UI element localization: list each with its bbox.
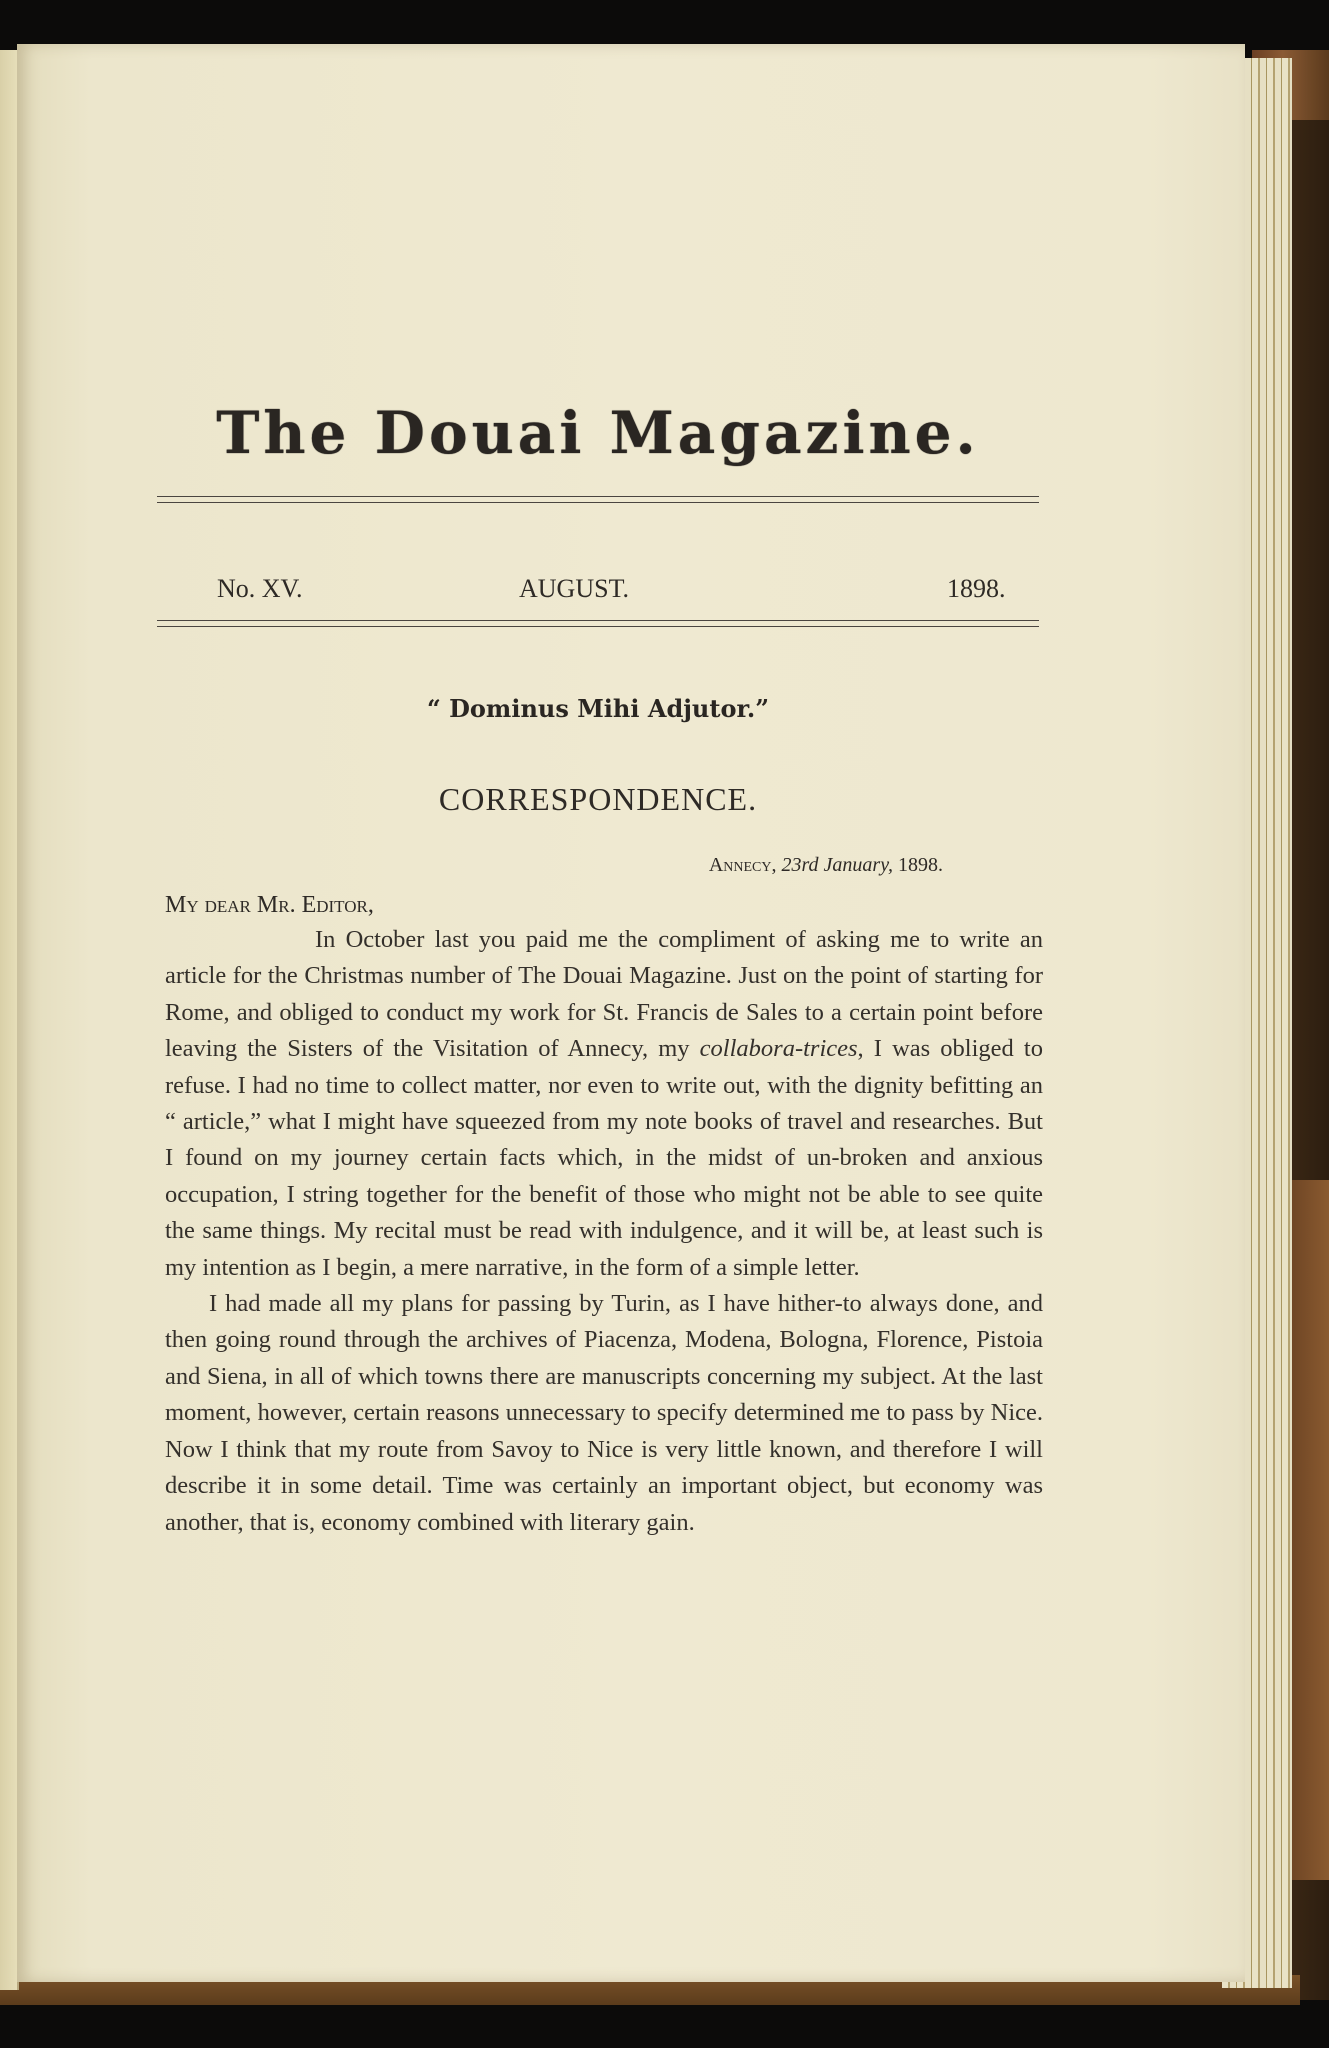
paragraph-1 xyxy=(165,922,1043,1286)
dateline-place: Annecy, xyxy=(708,854,777,876)
paragraph-1-italic: collabora-trices xyxy=(699,1035,858,1063)
section-title: CORRESPONDENCE. xyxy=(438,781,758,817)
paragraph-1-text-b: , I was obliged to refuse. I had no time to collect matter, nor even to write out, with the dignity befitting an “ article,” what I might have squeezed from my note books of travel and researches. But I found on my journey certain facts which, in the midst of un-broken and anxious occupation, I string together for the benefit of those who might not be able to see quite the same things. My recital must be read with indulgence, and it will be, at least such is my intention as I begin, a mere narrative, in the form of a simple letter. xyxy=(165,1035,1043,1281)
issue-month: AUGUST. xyxy=(519,574,630,603)
masthead-rule-bottom xyxy=(157,620,1039,627)
dateline-year: 1898. xyxy=(898,854,943,876)
issue-year: 1898. xyxy=(947,574,1006,603)
magazine-page xyxy=(17,44,1245,1982)
dateline xyxy=(709,854,943,877)
book-spine-band xyxy=(1290,1180,1329,1880)
letter-body xyxy=(165,922,1043,1541)
letter-salutation: My dear Mr. Editor, xyxy=(165,892,374,918)
dateline-date: 23rd January, xyxy=(781,854,893,876)
issue-row xyxy=(157,574,1039,614)
motto: “ Dominus Mihi Adjutor.” xyxy=(426,694,770,723)
masthead-title: The Douai Magazine. xyxy=(216,399,980,467)
masthead-rule-top xyxy=(157,496,1039,503)
issue-number: No. XV. xyxy=(217,574,303,603)
paragraph-2: I had made all my plans for passing by Turin, as I have hither-to always done, and then going round through the archives of Piacenza, Modena, Bologna, Florence, Pistoia and Siena, in all of which towns there are manuscripts concerning my subject. At the last moment, however, certain reasons unnecessary to specify determined me to pass by Nice. Now I think that my route from Savoy to Nice is very little known, and therefore I will describe it in some detail. Time was certainly an important object, but economy was another, that is, economy combined with literary gain. xyxy=(165,1290,1043,1536)
paragraph-1-text-a: In October last you paid me the compliment of asking me to write an article for the Christmas number of The Douai Magazine. Just on the point of starting for Rome, and obliged to conduct my work for St. Francis de Sales to a certain point before leaving the Sisters of the Visitation of Annecy, my xyxy=(165,926,1043,1063)
